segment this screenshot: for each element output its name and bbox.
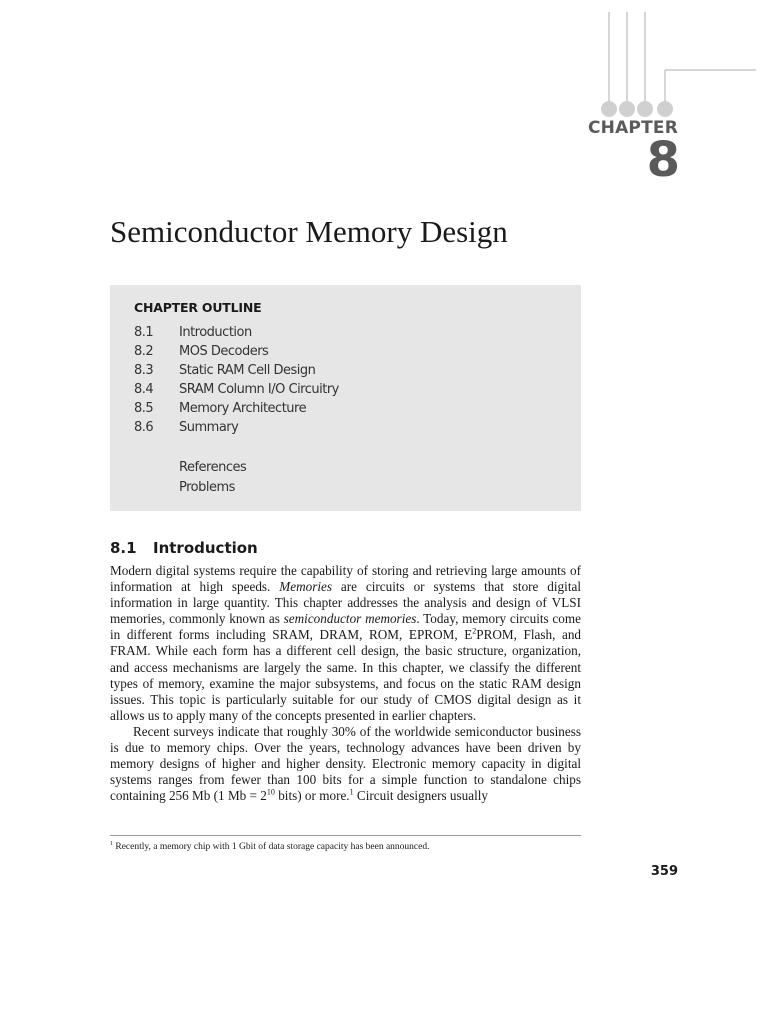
chapter-label: CHAPTER <box>587 118 678 138</box>
section-number: 8.1 <box>110 539 137 557</box>
outline-problems: Problems <box>179 480 235 495</box>
outline-references: References <box>179 460 247 475</box>
outline-item <box>134 361 339 380</box>
outline-item <box>134 418 339 437</box>
outline-item-label: Summary <box>179 420 239 435</box>
outline-item <box>134 323 339 342</box>
section-heading <box>110 539 258 557</box>
outline-item-label: SRAM Column I/O Circuitry <box>179 382 339 397</box>
paragraph <box>110 724 581 804</box>
page-title: Semiconductor Memory Design <box>110 214 508 249</box>
footnote-divider <box>110 835 581 836</box>
outline-item-label: Memory Architecture <box>179 401 307 416</box>
outline-item <box>134 399 339 418</box>
outline-extras <box>179 458 246 498</box>
emphasis: Memories <box>279 579 332 595</box>
chapter-decoration <box>590 0 768 120</box>
outline-item-number: 8.2 <box>134 344 154 359</box>
outline-item-label: Introduction <box>179 325 252 340</box>
text-run: . Today, memory circuits come in different forms including SRAM, DRAM, ROM, EPROM, E <box>110 611 581 643</box>
outline-item-number: 8.5 <box>134 401 154 416</box>
outline-item-label: MOS Decoders <box>179 344 269 359</box>
outline-item <box>134 342 339 361</box>
text-run: Circuit designers usually <box>353 788 489 804</box>
footnote-mark[interactable]: 1 <box>349 787 354 797</box>
section-body <box>110 563 581 804</box>
paragraph <box>110 563 581 724</box>
chapter-outline <box>110 285 581 511</box>
text-run: Recent surveys indicate that roughly 30% of the worldwide semiconductor business is due to memory chips. Over the years, technology advances have been driven by memory designs of higher and higher density. Electronic memory capacity in digital systems ranges from fewer than 100 bits for a simple function to standalone chips containing 256 Mb (1 Mb = 2 <box>110 723 581 804</box>
chapter-number: 8 <box>646 132 680 188</box>
section-title: Introduction <box>153 539 258 557</box>
footnote <box>110 841 581 852</box>
superscript: 2 <box>472 626 477 636</box>
text-run: bits) or more. <box>274 788 350 804</box>
text-run: are circuits or systems that store digital information in large quantity. This chapter addresses the analysis and design of VLSI memories, commonly known as <box>110 579 581 627</box>
footnote-number: 1 <box>110 841 113 847</box>
emphasis: semiconductor memories <box>283 611 417 627</box>
outline-list <box>134 323 339 437</box>
outline-item <box>134 380 339 399</box>
outline-item-number: 8.4 <box>134 382 154 397</box>
outline-heading: CHAPTER OUTLINE <box>134 300 262 315</box>
text-run: PROM, Flash, and FRAM. While each form has a different cell design, the basic structure, organization, and access mechanisms are largely the same. In this chapter, we classify the different types of memory, examine the major subsystems, and focus on the static RAM design issues. This topic is particularly suitable for our study of CMOS digital design as it allows us to apply many of the concepts presented in earlier chapters. <box>110 627 582 723</box>
outline-item-label: Static RAM Cell Design <box>179 363 316 378</box>
outline-item-number: 8.1 <box>134 325 154 340</box>
text-run: Modern digital systems require the capability of storing and retrieving large amounts of information at high speeds. <box>110 563 581 595</box>
outline-item-number: 8.6 <box>134 420 154 435</box>
page-number: 359 <box>650 864 678 879</box>
superscript: 10 <box>266 787 275 797</box>
footnote-text: Recently, a memory chip with 1 Gbit of data storage capacity has been announced. <box>113 842 430 853</box>
outline-item-number: 8.3 <box>134 363 154 378</box>
